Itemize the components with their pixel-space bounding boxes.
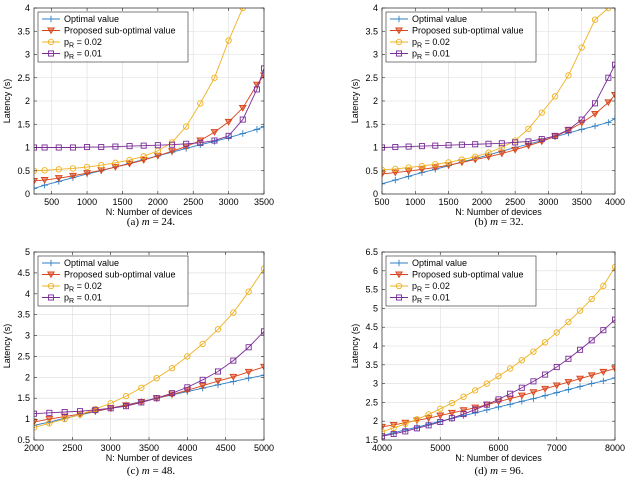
y-tick-label: 1.5 [365, 119, 378, 130]
x-tick-label: 5000 [253, 443, 275, 453]
x-tick-label: 3500 [138, 443, 160, 453]
y-axis-label: Latency (s) [350, 323, 360, 369]
y-tick-label: 3 [372, 378, 378, 389]
y-tick-label: 2 [372, 416, 378, 427]
x-tick-label: 6000 [488, 443, 509, 453]
y-tick-label: 2.5 [17, 351, 30, 362]
x-tick-label: 500 [44, 197, 60, 207]
y-tick-label: 4 [372, 3, 378, 13]
y-tick-label: 2 [372, 96, 378, 106]
y-tick-label: 1 [24, 414, 30, 425]
y-tick-label: 4 [24, 288, 30, 299]
x-tick-label: 3500 [571, 197, 592, 207]
panel-caption: (a) m = 24. [126, 216, 176, 228]
x-axis-label: N: Number of devices [455, 453, 542, 463]
x-tick-label: 1000 [405, 197, 426, 207]
y-tick-label: 3.5 [17, 26, 30, 37]
x-tick-label: 2000 [147, 197, 168, 207]
x-axis-label: N: Number of devices [105, 453, 193, 463]
legend-entry-1: Optimal value [412, 14, 468, 24]
legend-entry-1: Optimal value [412, 258, 468, 268]
y-tick-label: 0 [24, 189, 30, 199]
legend-entry-2: Proposed sub-optimal value [412, 269, 524, 280]
panel-caption: (d) m = 96. [474, 465, 524, 477]
x-tick-label: 2500 [505, 197, 526, 207]
y-tick-label: 1.5 [17, 393, 30, 404]
panel-caption: (c) m = 48. [126, 465, 176, 477]
legend-entry-4: $p_R = 0.01$ [412, 292, 450, 305]
x-tick-label: 1000 [77, 197, 98, 207]
legend-entry-4: $p_R = 0.01$ [64, 48, 102, 61]
x-tick-label: 3000 [218, 197, 239, 207]
x-tick-label: 4000 [371, 443, 393, 453]
legend-entry-2: Proposed sub-optimal value [64, 25, 176, 36]
legend [38, 256, 188, 306]
x-tick-label: 4500 [215, 443, 236, 453]
y-tick-label: 2.5 [365, 72, 378, 83]
x-tick-label: 2500 [62, 443, 83, 453]
y-axis-label: Latency (s) [2, 323, 12, 369]
x-tick-label: 3000 [100, 443, 121, 453]
y-tick-label: 2.5 [365, 397, 378, 408]
legend-entry-3: $p_R = 0.02$ [412, 37, 450, 50]
y-tick-label: 5 [24, 247, 30, 257]
y-tick-label: 3.5 [17, 309, 30, 320]
x-tick-label: 7000 [546, 443, 567, 453]
legend-entry-3: $p_R = 0.02$ [64, 37, 102, 50]
chart-panel-b [350, 3, 625, 228]
y-tick-label: 2.5 [17, 72, 30, 83]
y-tick-label: 0.5 [17, 165, 30, 176]
y-tick-label: 4 [372, 341, 378, 351]
y-tick-label: 3 [24, 49, 30, 60]
y-tick-label: 2 [24, 96, 30, 106]
legend-entry-3: $p_R = 0.02$ [64, 281, 102, 294]
legend [386, 256, 536, 306]
y-tick-label: 3.5 [365, 26, 378, 37]
y-axis-label: Latency (s) [350, 78, 360, 124]
y-tick-label: 6 [372, 265, 378, 276]
x-axis-label: N: Number of devices [105, 207, 193, 217]
y-tick-label: 5 [372, 303, 378, 314]
y-tick-label: 6.5 [365, 247, 378, 257]
legend-entry-4: $p_R = 0.01$ [412, 48, 450, 61]
y-tick-label: 3 [24, 330, 30, 341]
x-tick-label: 1500 [438, 197, 459, 207]
y-tick-label: 2 [24, 372, 30, 383]
x-tick-label: 3000 [538, 197, 559, 207]
x-tick-label: 2000 [471, 197, 492, 207]
legend-entry-3: $p_R = 0.02$ [412, 281, 450, 294]
legend [386, 12, 536, 62]
y-tick-label: 0 [372, 189, 378, 199]
y-tick-label: 4.5 [17, 267, 30, 278]
x-tick-label: 5000 [430, 443, 451, 453]
x-tick-label: 4000 [177, 443, 198, 453]
x-tick-label: 2000 [23, 443, 45, 453]
y-tick-label: 5.5 [365, 284, 378, 295]
y-tick-label: 4 [24, 3, 30, 13]
panel-caption: (b) m = 32. [474, 216, 524, 228]
x-axis-label: N: Number of devices [455, 207, 542, 217]
legend [38, 12, 188, 62]
x-tick-label: 4000 [604, 197, 626, 207]
x-tick-label: 8000 [604, 443, 626, 453]
y-tick-label: 0.5 [365, 165, 378, 176]
y-tick-label: 1 [372, 142, 378, 153]
y-tick-label: 1.5 [365, 435, 378, 445]
legend-entry-1: Optimal value [64, 14, 120, 24]
x-tick-label: 3500 [253, 197, 275, 207]
y-tick-label: 1 [24, 142, 30, 153]
y-tick-label: 3 [372, 49, 378, 60]
legend-entry-2: Proposed sub-optimal value [64, 269, 176, 280]
chart-panel-c [2, 247, 274, 477]
legend-entry-4: $p_R = 0.01$ [64, 292, 102, 305]
x-tick-label: 500 [374, 197, 390, 207]
chart-panel-d [350, 247, 625, 477]
x-tick-label: 2500 [183, 197, 204, 207]
x-tick-label: 1500 [112, 197, 133, 207]
legend-entry-2: Proposed sub-optimal value [412, 25, 524, 36]
y-tick-label: 3.5 [365, 359, 378, 370]
y-tick-label: 1.5 [17, 119, 30, 130]
chart-panel-a [2, 3, 274, 228]
y-tick-label: 0.5 [17, 435, 30, 445]
legend-entry-1: Optimal value [64, 258, 120, 268]
y-tick-label: 4.5 [365, 322, 378, 333]
y-axis-label: Latency (s) [2, 78, 12, 124]
